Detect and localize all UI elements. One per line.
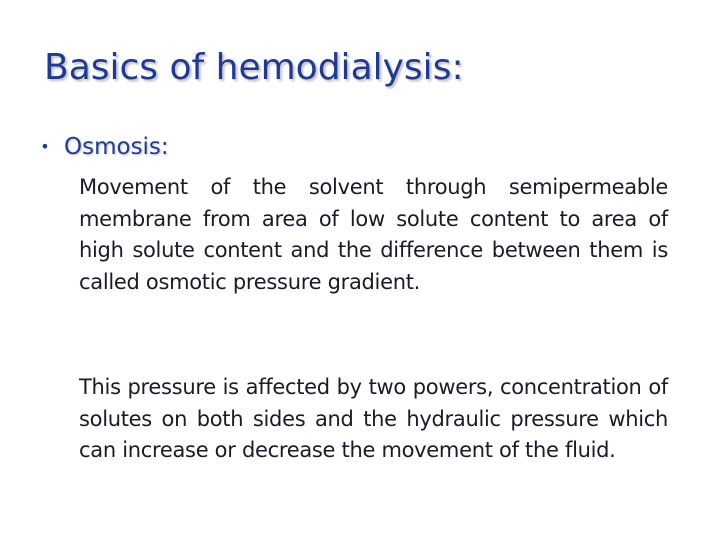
bullet-heading: Osmosis: <box>64 134 169 160</box>
body-paragraph-definition: Movement of the solvent through semipermeable membrane from area of low solute content to area of high solute content and the difference between them is called osmotic pressure gradient. <box>79 175 668 294</box>
bullet-item-osmosis <box>26 130 169 164</box>
body-paragraph-factors: This pressure is affected by two powers, concentration of solutes on both sides and the hydraulic pressure which can increase or decrease the movement of the fluid. <box>79 375 668 462</box>
page-title: Basics of hemodialysis: <box>44 47 464 88</box>
bullet-dot-icon: • <box>40 137 50 156</box>
